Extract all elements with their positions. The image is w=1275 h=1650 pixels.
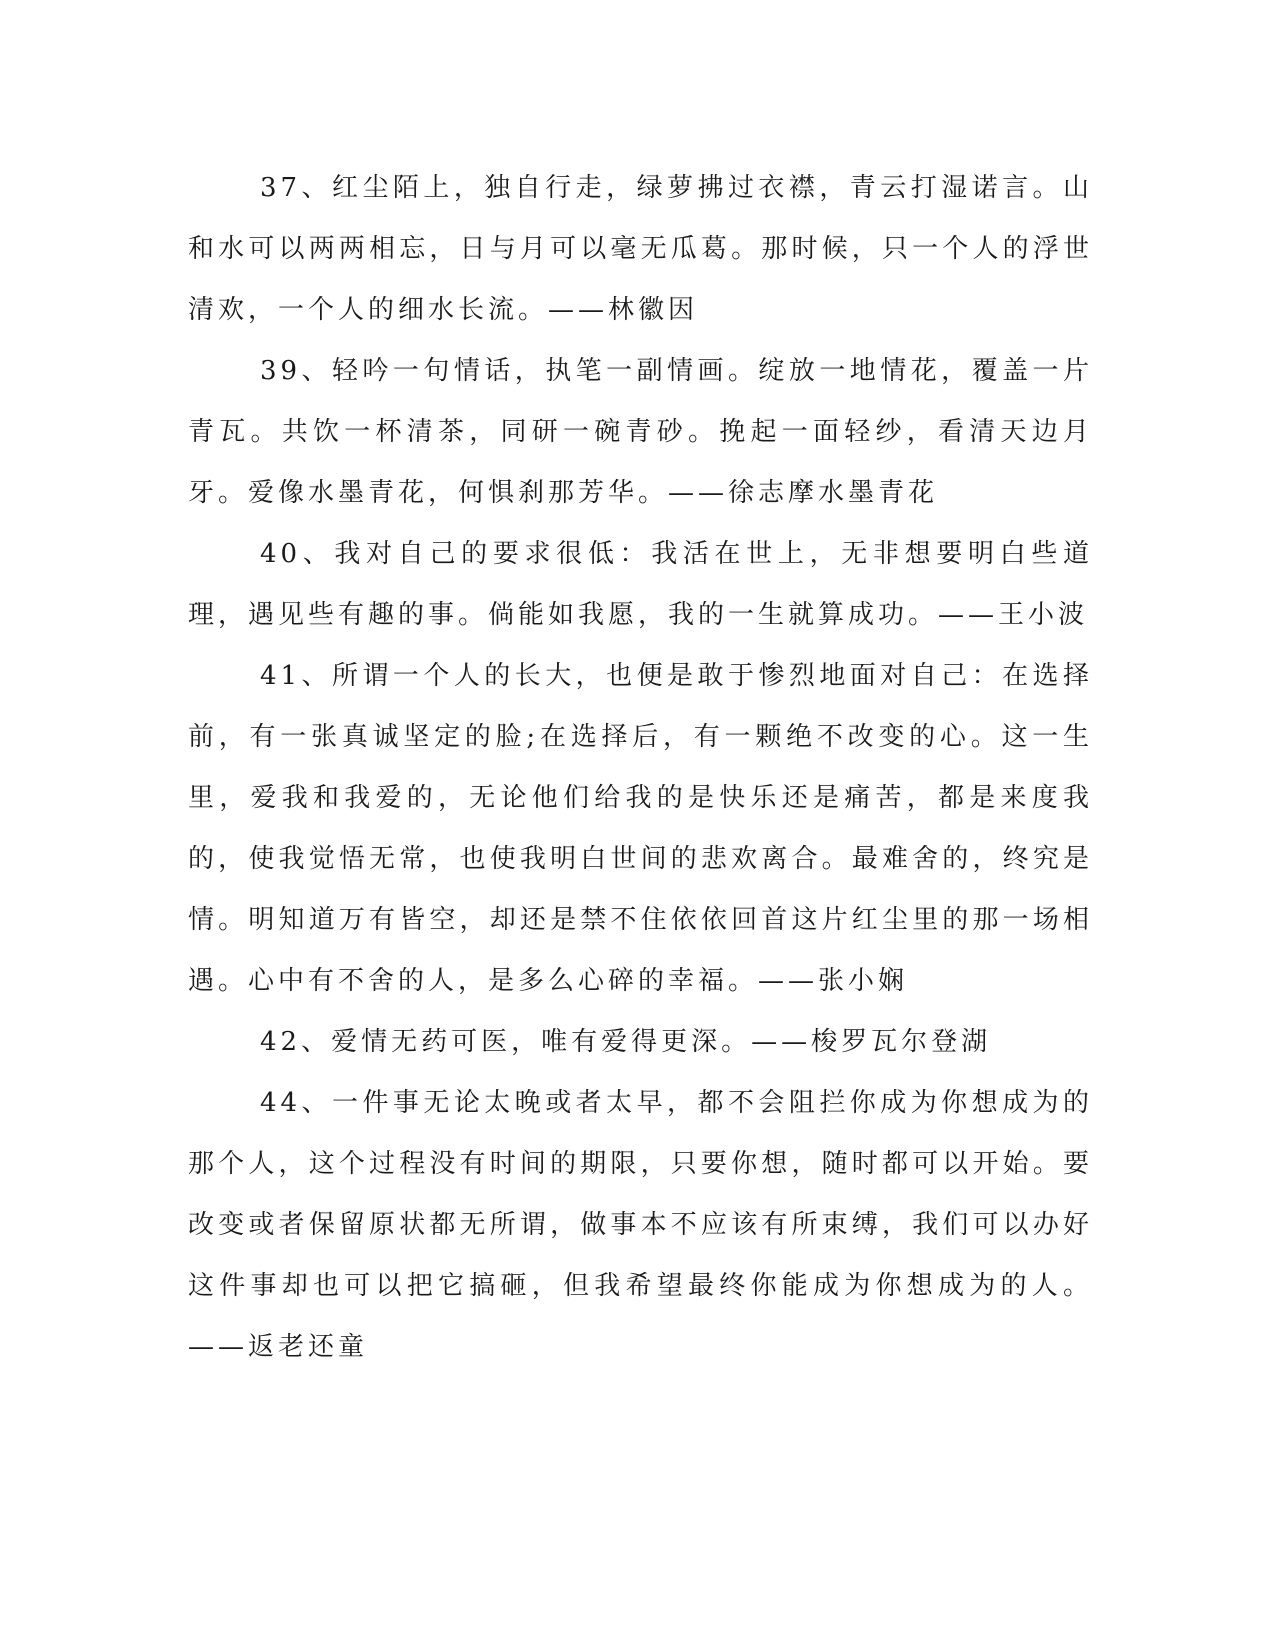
quote-paragraph-41: 41、所谓一个人的长大，也便是敢于惨烈地面对自己：在选择前，有一张真诚坚定的脸;在选择后，有一颗绝不改变的心。这一生里，爱我和我爱的，无论他们给我的是快乐还是痛苦，都是来度我的，使我觉悟无常，也使我明白世间的悲欢离合。最难舍的，终究是情。明知道万有皆空，却还是禁不住依依回首这片红尘里的那一场相遇。心中有不舍的人，是多么心碎的幸福。——张小娴 bbox=[188, 661, 1093, 996]
quote-list bbox=[188, 158, 1093, 1378]
quote-paragraph-44: 44、一件事无论太晚或者太早，都不会阻拦你成为你想成为的那个人，这个过程没有时间的期限，只要你想，随时都可以开始。要改变或者保留原状都无所谓，做事本不应该有所束缚，我们可以办好这件事却也可以把它搞砸，但我希望最终你能成为你想成为的人。——返老还童 bbox=[188, 1088, 1093, 1362]
quote-paragraph-39: 39、轻吟一句情话，执笔一副情画。绽放一地情花，覆盖一片青瓦。共饮一杯清茶，同研一碗青砂。挽起一面轻纱，看清天边月牙。爱像水墨青花，何惧刹那芳华。——徐志摩水墨青花 bbox=[188, 356, 1093, 508]
quote-paragraph-42: 42、爱情无药可医，唯有爱得更深。——梭罗瓦尔登湖 bbox=[260, 1027, 992, 1057]
quote-paragraph-37: 37、红尘陌上，独自行走，绿萝拂过衣襟，青云打湿诺言。山和水可以两两相忘，日与月可以毫无瓜葛。那时候，只一个人的浮世清欢，一个人的细水长流。——林徽因 bbox=[188, 173, 1093, 325]
quote-paragraph-40: 40、我对自己的要求很低：我活在世上，无非想要明白些道理，遇见些有趣的事。倘能如我愿，我的一生就算成功。——王小波 bbox=[188, 539, 1093, 630]
